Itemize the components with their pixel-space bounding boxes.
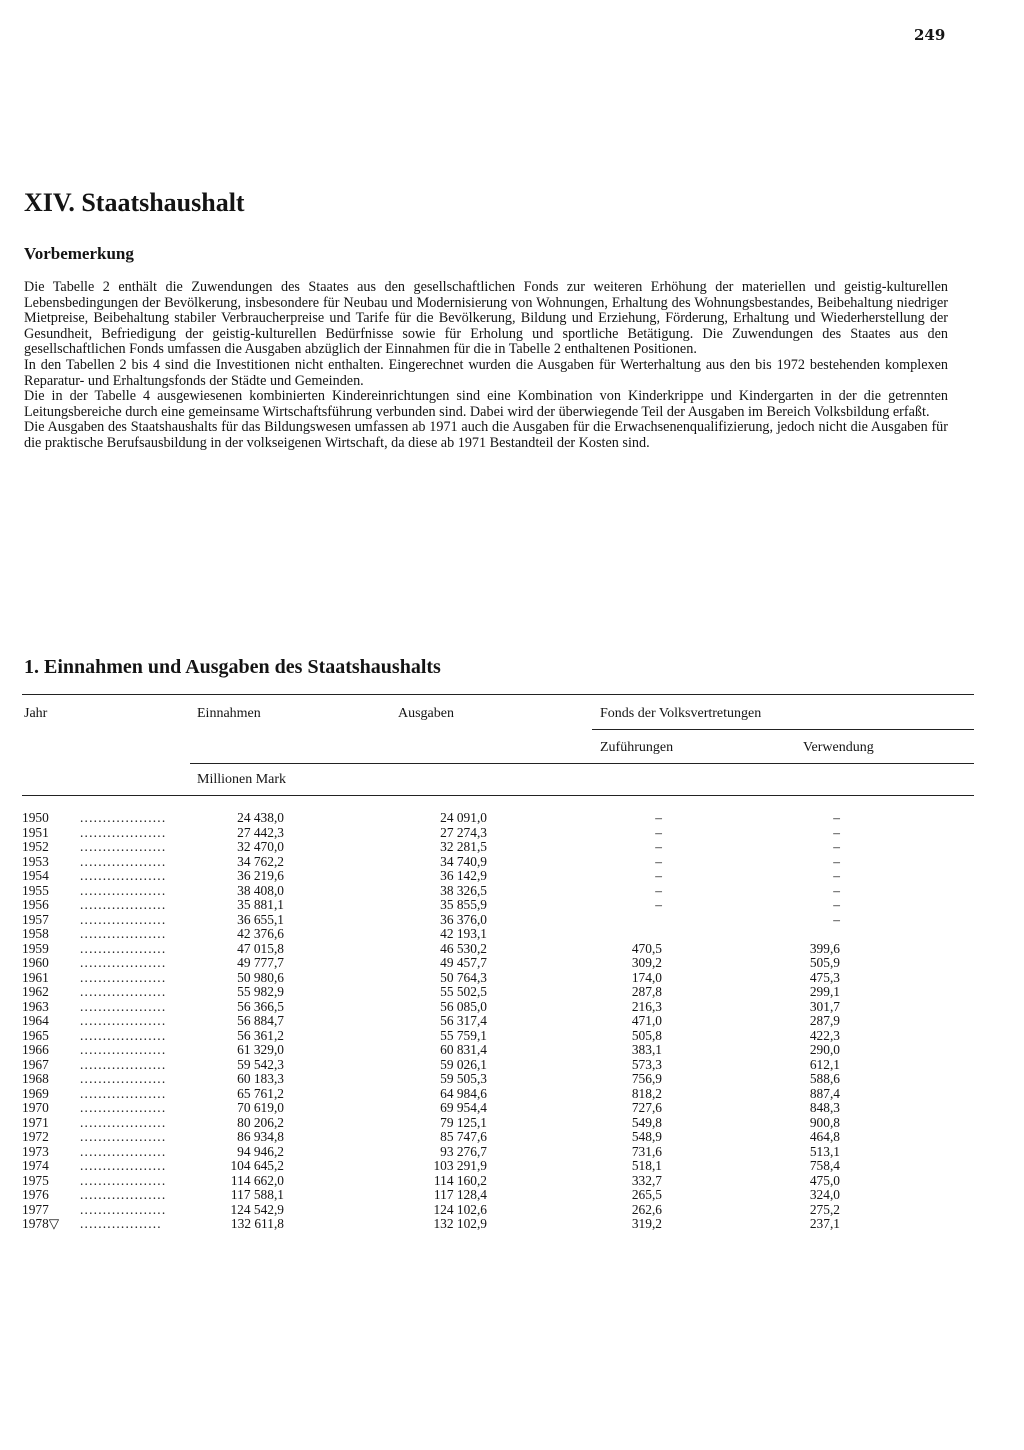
cell-income: 132 611,8: [230, 1216, 284, 1231]
cell-dot-leader: ...................: [80, 1201, 167, 1217]
cell-dot-leader: ...................: [80, 1027, 167, 1043]
cell-allocations: –: [655, 868, 662, 883]
cell-income: 24 438,0: [237, 810, 284, 825]
cell-expenses: 59 026,1: [440, 1056, 487, 1072]
cell-usage: 612,1: [809, 1056, 840, 1072]
cell-allocations: 309,2: [631, 955, 662, 970]
cell-allocations: –: [655, 824, 662, 840]
cell-income: 36 655,1: [237, 911, 284, 927]
cell-income: 56 884,7: [237, 1013, 284, 1028]
cell-year: 1975: [22, 1172, 49, 1188]
cell-dot-leader: ...................: [80, 839, 167, 854]
cell-year: 1953: [22, 853, 49, 869]
table-row: [22, 1043, 922, 1058]
cell-income: 56 366,5: [237, 998, 284, 1014]
cell-income: 50 980,6: [237, 969, 284, 985]
cell-usage: 900,8: [809, 1114, 840, 1130]
cell-allocations: 518,1: [631, 1158, 662, 1173]
cell-dot-leader: ...................: [80, 1172, 167, 1188]
cell-dot-leader: ...................: [80, 998, 167, 1014]
table-row: [22, 1188, 922, 1203]
cell-income: 94 946,2: [237, 1143, 284, 1159]
cell-usage: 399,6: [809, 940, 840, 956]
table-body: [22, 811, 922, 1232]
cell-expenses: 60 831,4: [440, 1042, 487, 1057]
cell-dot-leader: ...................: [80, 1100, 167, 1115]
cell-year: 1959: [22, 940, 49, 956]
cell-dot-leader: ...................: [80, 1042, 167, 1057]
cell-allocations: 262,6: [631, 1201, 662, 1217]
intro-paragraph: Die Ausgaben des Staatshaushalts für das Bildungswesen umfassen ab 1971 auch die Ausgaben für die Erwachsenenqualifizierung, jedoch nicht die Ausgaben für die praktische Berufsausbildung in der volkseigenen Wirtschaft, da diese ab 1971 Bestandteil der Kosten sind.: [24, 419, 948, 451]
cell-expenses: 27 274,3: [440, 824, 487, 840]
cell-dot-leader: ...................: [80, 911, 167, 927]
cell-dot-leader: ...................: [80, 1071, 167, 1086]
cell-allocations: 471,0: [631, 1013, 662, 1028]
cell-expenses: 117 128,4: [433, 1187, 487, 1202]
cell-allocations: 818,2: [631, 1085, 662, 1101]
cell-allocations: 265,5: [631, 1187, 662, 1202]
table-row: [22, 869, 922, 884]
header-usage: Verwendung: [803, 740, 874, 755]
cell-expenses: 32 281,5: [440, 839, 487, 854]
cell-year: 1978▽: [22, 1216, 60, 1231]
cell-income: 59 542,3: [237, 1056, 284, 1072]
header-fonds: Fonds der Volksvertretungen: [600, 706, 762, 721]
cell-income: 47 015,8: [237, 940, 284, 956]
cell-allocations: 548,9: [631, 1129, 662, 1144]
cell-expenses: 132 102,9: [433, 1216, 487, 1231]
cell-year: 1976: [22, 1187, 49, 1202]
cell-year: 1951: [22, 824, 49, 840]
cell-usage: 237,1: [809, 1216, 840, 1231]
cell-dot-leader: ...................: [80, 940, 167, 956]
cell-income: 49 777,7: [237, 955, 284, 970]
cell-usage: 848,3: [809, 1100, 840, 1115]
cell-dot-leader: ...................: [80, 1187, 167, 1202]
cell-income: 117 588,1: [230, 1187, 284, 1202]
cell-dot-leader: ...................: [80, 1056, 167, 1072]
cell-year: 1965: [22, 1027, 49, 1043]
cell-year: 1962: [22, 984, 49, 999]
cell-allocations: 174,0: [631, 969, 662, 985]
table-row: [22, 913, 922, 928]
cell-usage: –: [833, 868, 840, 883]
cell-usage: 422,3: [809, 1027, 840, 1043]
cell-income: 124 542,9: [230, 1201, 284, 1217]
table-row: [22, 811, 922, 826]
cell-allocations: 332,7: [631, 1172, 662, 1188]
unit-rule: [190, 763, 974, 764]
cell-expenses: 103 291,9: [433, 1158, 487, 1173]
cell-usage: –: [833, 810, 840, 825]
cell-usage: 324,0: [809, 1187, 840, 1202]
cell-dot-leader: ...................: [80, 955, 167, 970]
cell-expenses: 56 085,0: [440, 998, 487, 1014]
cell-allocations: 216,3: [631, 998, 662, 1014]
cell-dot-leader: ...................: [80, 969, 167, 985]
cell-dot-leader: ...................: [80, 1158, 167, 1173]
cell-income: 114 662,0: [230, 1172, 284, 1188]
table-header-bottom-rule: [22, 795, 974, 796]
intro-text: [24, 280, 948, 452]
header-year: Jahr: [24, 706, 48, 721]
cell-dot-leader: ...................: [80, 810, 167, 825]
table-top-rule: [22, 694, 974, 695]
cell-allocations: –: [655, 897, 662, 912]
cell-year: 1961: [22, 969, 49, 985]
header-expenses: Ausgaben: [398, 706, 454, 721]
table-row: [22, 956, 922, 971]
table-row: [22, 1159, 922, 1174]
table-row: [22, 927, 922, 942]
fonds-rule: [592, 729, 974, 730]
cell-dot-leader: ...................: [80, 1143, 167, 1159]
intro-paragraph: Die Tabelle 2 enthält die Zuwendungen des Staates aus den gesellschaftlichen Fonds zur weiteren Erhöhung der materiellen und geistig-kulturellen Lebensbedingungen der Bevölkerung, insbesondere für Neubau und Modernisierung von Wohnungen, Erhaltung des Wohnungsbestandes, Beibehaltung niedriger Mietpreise, Beibehaltung stabiler Verbraucherpreise und Tarife für die Bevölkerung, Bildung und Erziehung, Förderung, Erhaltung und Wiederherstellung der Gesundheit, Befriedigung der geistig-kulturellen Bedürfnisse sowie für Erholung und sportliche Betätigung. Die Zuwendungen des Staates aus den gesellschaftlichen Fonds umfassen die Ausgaben abzüglich der Einnahmen für die in Tabelle 2 enthaltenen Positionen.: [24, 279, 948, 358]
cell-year: 1966: [22, 1042, 49, 1057]
cell-income: 56 361,2: [237, 1027, 284, 1043]
cell-expenses: 24 091,0: [440, 810, 487, 825]
intro-paragraph: Die in der Tabelle 4 ausgewiesenen kombinierten Kindereinrichtungen sind eine Kombination von Kinderkrippe und Kindergarten in der die getrennten Leitungsbereiche durch eine gemeinsame Wirtschaftsführung verbunden sind. Dabei wird der überwiegende Teil der Ausgaben im Bereich Volksbildung erfaßt.: [24, 388, 948, 420]
cell-dot-leader: ...................: [80, 868, 167, 883]
cell-income: 36 219,6: [237, 868, 284, 883]
cell-year: 1955: [22, 882, 49, 898]
table-title: 1. Einnahmen und Ausgaben des Staatshaushalts: [24, 656, 441, 678]
table-row: [22, 1072, 922, 1087]
table-row: [22, 884, 922, 899]
cell-allocations: 549,8: [631, 1114, 662, 1130]
cell-income: 61 329,0: [237, 1042, 284, 1057]
cell-expenses: 64 984,6: [440, 1085, 487, 1101]
cell-income: 104 645,2: [230, 1158, 284, 1173]
cell-year: 1950: [22, 810, 49, 825]
cell-allocations: –: [655, 839, 662, 854]
cell-usage: 758,4: [809, 1158, 840, 1173]
cell-usage: 275,2: [809, 1201, 840, 1217]
cell-allocations: 470,5: [631, 940, 662, 956]
cell-income: 42 376,6: [237, 926, 284, 941]
cell-year: 1958: [22, 926, 49, 941]
cell-income: 35 881,1: [237, 897, 284, 912]
table-row: [22, 1130, 922, 1145]
cell-year: 1974: [22, 1158, 49, 1173]
table-row: [22, 1145, 922, 1160]
cell-usage: –: [833, 882, 840, 898]
cell-year: 1957: [22, 911, 49, 927]
cell-income: 27 442,3: [237, 824, 284, 840]
cell-year: 1969: [22, 1085, 49, 1101]
cell-expenses: 56 317,4: [440, 1013, 487, 1028]
cell-year: 1972: [22, 1129, 49, 1144]
cell-expenses: 36 142,9: [440, 868, 487, 883]
page-number: 249: [914, 26, 946, 44]
cell-expenses: 46 530,2: [440, 940, 487, 956]
cell-year: 1973: [22, 1143, 49, 1159]
cell-year: 1956: [22, 897, 49, 912]
cell-usage: –: [833, 911, 840, 927]
cell-usage: 513,1: [809, 1143, 840, 1159]
cell-usage: 475,0: [809, 1172, 840, 1188]
cell-expenses: 69 954,4: [440, 1100, 487, 1115]
cell-dot-leader: ...................: [80, 1129, 167, 1144]
intro-paragraph: In den Tabellen 2 bis 4 sind die Investitionen nicht enthalten. Eingerechnet wurden die Ausgaben für Werterhaltung aus den bis 1972 bestehenden komplexen Reparatur- und Erhaltungsfonds der Städte und Gemeinden.: [24, 356, 948, 389]
table-row: [22, 1029, 922, 1044]
cell-income: 55 982,9: [237, 984, 284, 999]
cell-income: 65 761,2: [237, 1085, 284, 1101]
chapter-title: XIV. Staatshaushalt: [24, 188, 245, 217]
cell-usage: 588,6: [809, 1071, 840, 1086]
cell-expenses: 79 125,1: [440, 1114, 487, 1130]
table-row: [22, 985, 922, 1000]
table-row: [22, 971, 922, 986]
cell-dot-leader: ...................: [80, 1013, 167, 1028]
table-row: [22, 1203, 922, 1218]
cell-expenses: 59 505,3: [440, 1071, 487, 1086]
cell-dot-leader: ...................: [80, 984, 167, 999]
table-row: [22, 1000, 922, 1015]
table-row: [22, 1101, 922, 1116]
cell-allocations: 383,1: [631, 1042, 662, 1057]
cell-usage: 887,4: [809, 1085, 840, 1101]
cell-dot-leader: ..................: [80, 1216, 162, 1231]
cell-expenses: 55 759,1: [440, 1027, 487, 1043]
cell-usage: –: [833, 897, 840, 912]
header-allocations: Zuführungen: [600, 740, 674, 755]
cell-expenses: 124 102,6: [433, 1201, 487, 1217]
cell-year: 1970: [22, 1100, 49, 1115]
cell-allocations: 319,2: [631, 1216, 662, 1231]
cell-expenses: 35 855,9: [440, 897, 487, 912]
cell-dot-leader: ...................: [80, 1114, 167, 1130]
cell-year: 1954: [22, 868, 49, 883]
cell-allocations: 573,3: [631, 1056, 662, 1072]
cell-year: 1960: [22, 955, 49, 970]
cell-usage: 287,9: [809, 1013, 840, 1028]
cell-expenses: 85 747,6: [440, 1129, 487, 1144]
cell-dot-leader: ...................: [80, 897, 167, 912]
header-unit: Millionen Mark: [197, 772, 287, 787]
cell-income: 38 408,0: [237, 882, 284, 898]
cell-year: 1963: [22, 998, 49, 1014]
header-income: Einnahmen: [197, 706, 261, 721]
cell-allocations: 731,6: [631, 1143, 662, 1159]
cell-expenses: 49 457,7: [440, 955, 487, 970]
cell-year: 1952: [22, 839, 49, 854]
cell-expenses: 36 376,0: [440, 911, 487, 927]
cell-year: 1968: [22, 1071, 49, 1086]
cell-usage: 290,0: [809, 1042, 840, 1057]
cell-expenses: 38 326,5: [440, 882, 487, 898]
cell-dot-leader: ...................: [80, 926, 167, 941]
table-row: [22, 1058, 922, 1073]
table-row: [22, 855, 922, 870]
table-row: [22, 826, 922, 841]
cell-allocations: 287,8: [631, 984, 662, 999]
cell-usage: 301,7: [809, 998, 840, 1014]
cell-income: 34 762,2: [237, 853, 284, 869]
cell-expenses: 93 276,7: [440, 1143, 487, 1159]
cell-allocations: 505,8: [631, 1027, 662, 1043]
cell-year: 1967: [22, 1056, 49, 1072]
cell-usage: –: [833, 839, 840, 854]
section-heading: Vorbemerkung: [24, 244, 134, 263]
cell-allocations: –: [655, 882, 662, 898]
cell-income: 80 206,2: [237, 1114, 284, 1130]
table-row: [22, 1116, 922, 1131]
cell-expenses: 114 160,2: [433, 1172, 487, 1188]
table-row: [22, 1217, 922, 1232]
cell-expenses: 55 502,5: [440, 984, 487, 999]
cell-allocations: 727,6: [631, 1100, 662, 1115]
cell-dot-leader: ...................: [80, 824, 167, 840]
cell-usage: 475,3: [809, 969, 840, 985]
cell-dot-leader: ...................: [80, 1085, 167, 1101]
cell-allocations: 756,9: [631, 1071, 662, 1086]
cell-usage: 464,8: [809, 1129, 840, 1144]
cell-usage: 299,1: [809, 984, 840, 999]
cell-expenses: 50 764,3: [440, 969, 487, 985]
cell-usage: –: [833, 853, 840, 869]
table-row: [22, 1014, 922, 1029]
cell-income: 86 934,8: [237, 1129, 284, 1144]
table-row: [22, 1174, 922, 1189]
cell-usage: 505,9: [809, 955, 840, 970]
cell-income: 70 619,0: [237, 1100, 284, 1115]
cell-income: 60 183,3: [237, 1071, 284, 1086]
table-row: [22, 840, 922, 855]
cell-year: 1964: [22, 1013, 49, 1028]
cell-allocations: –: [655, 810, 662, 825]
cell-expenses: 42 193,1: [440, 926, 487, 941]
cell-usage: –: [833, 824, 840, 840]
cell-allocations: –: [655, 853, 662, 869]
cell-year: 1971: [22, 1114, 49, 1130]
table-row: [22, 942, 922, 957]
cell-income: 32 470,0: [237, 839, 284, 854]
table-row: [22, 898, 922, 913]
table-row: [22, 1087, 922, 1102]
cell-dot-leader: ...................: [80, 853, 167, 869]
cell-dot-leader: ...................: [80, 882, 167, 898]
cell-expenses: 34 740,9: [440, 853, 487, 869]
cell-year: 1977: [22, 1201, 49, 1217]
